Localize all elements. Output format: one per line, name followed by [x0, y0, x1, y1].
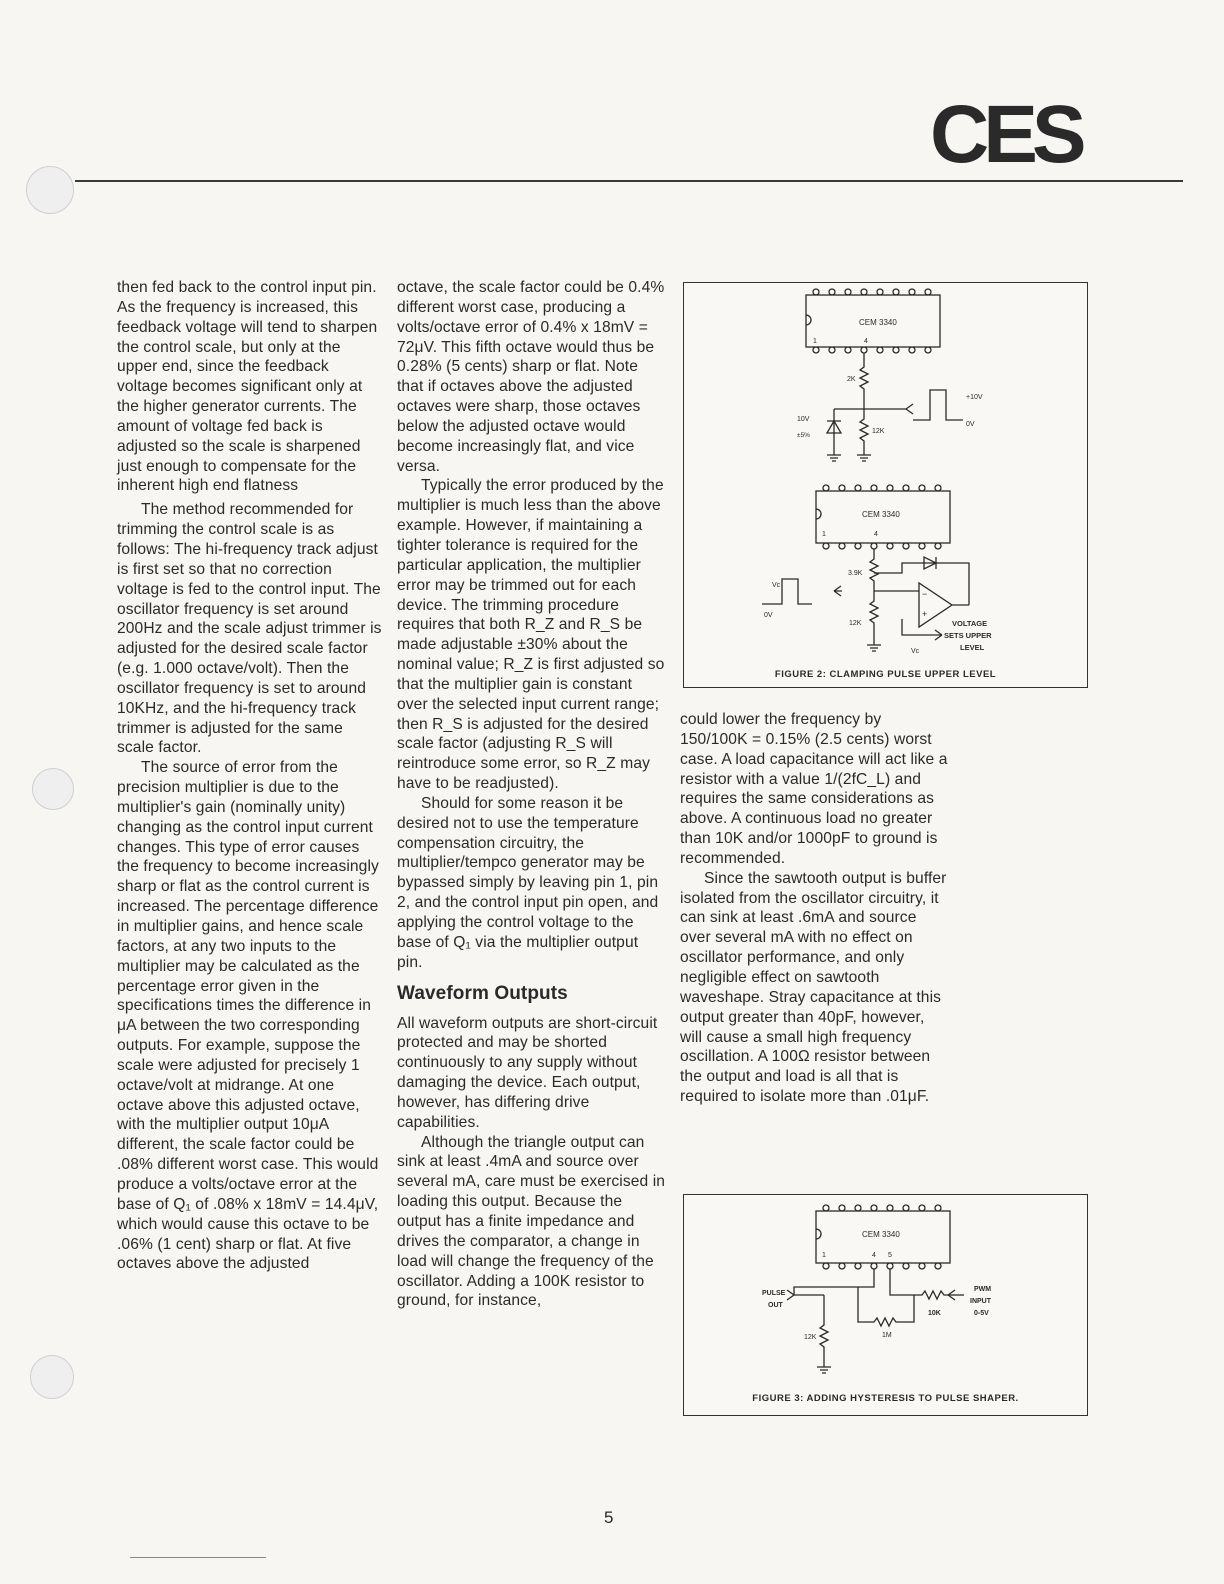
svg-text:PWM: PWM: [974, 1286, 992, 1293]
svg-text:SETS UPPER: SETS UPPER: [944, 631, 992, 640]
svg-text:LEVEL: LEVEL: [960, 643, 985, 652]
figure-2-schematic: [684, 283, 1087, 687]
figure-2-caption: FIGURE 2: CLAMPING PULSE UPPER LEVEL: [774, 669, 997, 680]
paragraph: The source of error from the precision multiplier is due to the multiplier's gain (nominally unity) changing as the control input current changes. This type of error causes the frequency to become increasingly sharp or flat as the control current is increased. The percentage difference in multiplier gains, and hence scale factors, at any two inputs to the multiplier may be calculated as the percentage error given in the specifications times the difference in μA between the two corresponding outputs. For example, suppose the scale were adjusted for precisely 1 octave/volt at midrange. At one octave above this adjusted octave, with the multiplier output 10μA different, the scale factor could be .08% different worst case. This would produce a volts/octave error at the base of Q₁ of .08% x 18mV = 14.4μV, which would cause this octave to be .06% (1 cent) sharp or flat. At five octaves above the adjusted: [117, 759, 379, 1273]
svg-text:4: 4: [874, 531, 878, 538]
paragraph: Although the triangle output can sink at least .4mA and source over several mA, care must be exercised in loading this output. Because the output has a finite impedance and drives the comparator, a change in load will change the frequency of the oscillator. Adding a 100K resistor to ground, for instance,: [397, 1133, 666, 1310]
svg-text:−: −: [922, 589, 928, 599]
pulse-waveform: [913, 390, 963, 420]
resistor-2k: [860, 353, 868, 409]
svg-text:+: +: [922, 609, 928, 619]
figure-3-caption: FIGURE 3: ADDING HYSTERESIS TO PULSE SHAPER.: [752, 1393, 1019, 1404]
ces-logo: [930, 92, 1100, 172]
svg-text:12K: 12K: [849, 620, 862, 627]
paragraph: could lower the frequency by 150/100K = 0.15% (2.5 cents) worst case. A load capacitance will act like a resistor with a value 1/(2fC_L) and requires the same considerations as above. A continuous load no greater than 10K and/or 1000pF to ground is recommended.: [680, 711, 948, 867]
svg-text:1: 1: [822, 531, 826, 538]
page-number: 5: [604, 1508, 614, 1527]
svg-text:±5%: ±5%: [797, 432, 810, 439]
paragraph: octave, the scale factor could be 0.4% different worst case, producing a volts/octave error of 0.4% x 18mV = 72μV. This fifth octave would thus be 0.28% (5 cents) sharp or flat. Note that if octaves above the adjusted octaves were sharp, those octaves below the adjusted octave would become increasingly flat, and vice versa.: [397, 279, 665, 475]
section-heading: Waveform Outputs: [397, 982, 568, 1004]
svg-text:OUT: OUT: [768, 1302, 783, 1309]
svg-text:+10V: +10V: [966, 394, 983, 401]
svg-text:1: 1: [822, 1252, 826, 1259]
header-rule: [75, 180, 1183, 182]
svg-text:1M: 1M: [882, 1332, 892, 1339]
paragraph: then fed back to the control input pin. As the frequency is increased, this feedback voltage will tend to sharpen the control scale, but only at the upper end, since the feedback voltage becomes significant only at the higher generator currents. The amount of voltage fed back is adjusted so the scale is sharpened just enough to compensate for the inherent high end flatness: [117, 279, 378, 495]
svg-text:10K: 10K: [928, 1310, 941, 1317]
svg-text:VOLTAGE: VOLTAGE: [952, 619, 988, 628]
svg-text:5: 5: [888, 1252, 892, 1259]
svg-text:0-5V: 0-5V: [974, 1310, 989, 1317]
svg-text:Vc: Vc: [911, 648, 920, 655]
svg-text:CEM 3340: CEM 3340: [859, 318, 897, 327]
text-column-3: [680, 710, 950, 1107]
bottom-mark: [130, 1557, 266, 1558]
figure-2: [683, 282, 1088, 688]
text-column-1: [117, 278, 382, 1274]
svg-text:PULSE: PULSE: [762, 1290, 786, 1297]
paragraph: All waveform outputs are short-circuit protected and may be shorted continuously to any supply without damaging the device. Each output, however, has differing drive capabilities.: [397, 1014, 658, 1131]
figure-3-schematic: [684, 1195, 1087, 1415]
svg-text:CEM 3340: CEM 3340: [862, 510, 900, 519]
input-pulse: [762, 579, 812, 604]
punch-hole-bottom: [30, 1355, 74, 1399]
paragraph: Since the sawtooth output is buffer isolated from the oscillator circuitry, it can sink at least .6mA and source over several mA with no effect on oscillator performance, and only negligible effect on sawtooth waveshape. Stray capacitance at this output greater than 40pF, however, will cause a small high frequency oscillation. A 100Ω resistor between the output and load is all that is required to isolate more than .01μF.: [680, 869, 947, 1106]
svg-text:0V: 0V: [764, 612, 773, 619]
resistor-12k: [860, 409, 868, 455]
text-column-2: [397, 278, 667, 1311]
punch-hole-top: [26, 166, 74, 214]
svg-text:INPUT: INPUT: [970, 1298, 991, 1305]
svg-text:2K: 2K: [847, 376, 856, 383]
paragraph: Should for some reason it be desired not to use the temperature compensation circuitry, the multiplier/tempco generator may be bypassed simply by leaving pin 1, pin 2, and the control input pin open, and applying the control voltage to the base of Q₁ via the multiplier output pin.: [397, 794, 659, 971]
svg-text:0V: 0V: [966, 421, 975, 428]
figure-3: [683, 1194, 1088, 1416]
svg-text:4: 4: [864, 338, 868, 345]
punch-hole-middle: [32, 768, 74, 810]
svg-text:12K: 12K: [872, 428, 885, 435]
paragraph: The method recommended for trimming the control scale is as follows: The hi-frequency track adjust is first set so that no correction voltage is fed to the control input. The oscillator frequency is set around 200Hz and the scale adjust trimmer is adjusted for the desired scale factor (e.g. 1.000 octave/volt). Then the oscillator frequency is set to around 10KHz, and the hi-frequency track trimmer is adjusted for the same scale factor.: [117, 501, 382, 757]
svg-text:4: 4: [872, 1252, 876, 1259]
svg-text:3.9K: 3.9K: [848, 570, 863, 577]
svg-text:12K: 12K: [804, 1334, 817, 1341]
paragraph: Typically the error produced by the multiplier is much less than the above example. However, if maintaining a tighter tolerance is required for the particular application, the multiplier error may be trimmed out for each device. The trimming procedure requires that both R_Z and R_S be made adjustable ±30% about the nominal value; R_Z is first adjusted so that the multiplier gain is constant over the selected input current range; then R_S is adjusted for the desired scale factor (adjusting R_S will reintroduce some error, so R_Z may have to be readjusted).: [397, 477, 665, 793]
svg-text:10V: 10V: [797, 416, 810, 423]
svg-text:1: 1: [813, 338, 817, 345]
svg-text:CEM 3340: CEM 3340: [862, 1230, 900, 1239]
logo-text: CES: [930, 92, 1081, 172]
svg-text:Vc: Vc: [772, 582, 781, 589]
